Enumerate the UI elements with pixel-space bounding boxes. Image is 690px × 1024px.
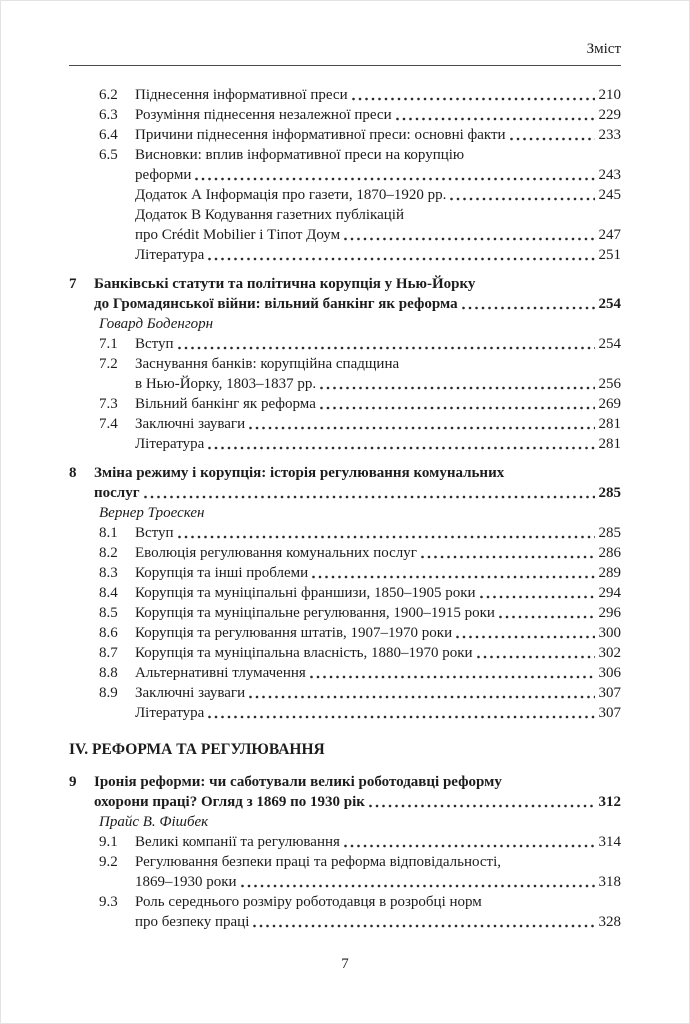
entry-page-number: 254 [598,296,621,312]
toc-entry-8.5 [69,603,621,623]
entry-text: Розуміння піднесення незалежної преси [135,107,392,123]
entry-page-number: 233 [598,127,621,143]
entry-page-number: 281 [598,436,621,452]
leader-dots [462,306,595,310]
toc-entry [69,703,621,723]
entry-number: 8.4 [99,585,118,601]
toc-line [69,792,621,812]
entry-text: 1869–1930 роки [135,874,237,890]
toc-line [99,543,621,563]
leader-dots [477,655,595,659]
toc-entry-9.3 [69,892,621,932]
entry-text: Еволюція регулювання комунальних послуг [135,545,417,561]
toc-line [135,205,621,225]
toc-entry-7.1 [69,334,621,354]
entry-page-number: 300 [598,625,621,641]
entry-text: Вільний банкінг як реформа [135,396,316,412]
entry-text: до Громадянської війни: вільний банкінг як реформа [94,296,458,312]
leader-dots [344,237,595,241]
toc-line [69,740,621,760]
entry-number: 7.1 [99,336,118,352]
entry-number: 6.5 [99,147,118,163]
entry-number: 8.6 [99,625,118,641]
toc-line [99,563,621,583]
entry-number: 8.8 [99,665,118,681]
toc-line [99,623,621,643]
entry-text: Додаток В Кодування газетних публікацій [135,207,404,223]
toc-entry-8.3 [69,563,621,583]
entry-page-number: 229 [598,107,621,123]
entry-page-number: 256 [598,376,621,392]
entry-text: Банківські статути та політична корупція у Нью-Йорку [94,276,476,292]
entry-page-number: 254 [598,336,621,352]
entry-text: Заключні зауваги [135,416,246,432]
entry-text: Заключні зауваги [135,685,246,701]
entry-text: Заснування банків: корупційна спадщина [135,356,400,372]
entry-page-number: 289 [598,565,621,581]
toc-line [99,892,621,912]
leader-dots [195,177,595,181]
leader-dots [480,595,595,599]
entry-text: Корупція та інші проблеми [135,565,309,581]
entry-number: 8.9 [99,685,118,701]
entry-text: Роль середнього розміру роботодавця в розробці норм [135,894,482,910]
entry-text: Література [135,705,205,721]
toc-entry-8.2 [69,543,621,563]
page-header-title: Зміст [586,41,621,57]
entry-text: Висновки: вплив інформативної преси на корупцію [135,147,465,163]
toc-line [99,643,621,663]
entry-number: 8 [69,465,77,481]
toc-line [135,225,621,245]
toc-line [135,434,621,454]
toc-entry-7 [69,274,621,314]
toc-line [69,772,621,792]
toc-line [69,483,621,503]
entry-text: Регулювання безпеки праці та реформа відповідальності, [135,854,502,870]
entry-page-number: 296 [598,605,621,621]
leader-dots [320,406,595,410]
leader-dots [253,924,595,928]
entry-page-number: 269 [598,396,621,412]
entry-number: 7.3 [99,396,118,412]
toc-line [99,503,621,523]
entry-page-number: 245 [598,187,621,203]
entry-text: Піднесення інформативної преси [135,87,348,103]
entry-page-number: 251 [598,247,621,263]
leader-dots [320,386,595,390]
toc-line [69,274,621,294]
entry-page-number: 247 [598,227,621,243]
entry-text: Прайс В. Фішбек [99,814,209,830]
toc-entry [69,245,621,265]
entry-text: Корупція та муніціпальна власність, 1880–1970 роки [135,645,473,661]
toc-line [99,872,621,892]
entry-text: Причини піднесення інформативної преси: основні факти [135,127,506,143]
leader-dots [178,346,595,350]
toc-entry-9 [69,772,621,812]
toc-line [99,334,621,354]
leader-dots [208,446,595,450]
toc-entry [69,185,621,205]
toc-entry-9.2 [69,852,621,892]
entry-number: 9 [69,774,77,790]
entry-text: в Нью-Йорку, 1803–1837 рр. [135,376,317,392]
toc-entry [69,740,621,760]
toc-entry-6.2 [69,85,621,105]
toc-entry-8 [69,463,621,503]
toc-line [99,165,621,185]
leader-dots [178,535,595,539]
entry-page-number: 294 [598,585,621,601]
leader-dots [499,615,595,619]
entry-text: охорони праці? Огляд з 1869 по 1930 рік [94,794,365,810]
toc-entry-8.7 [69,643,621,663]
entry-text: Вернер Троескен [99,505,205,521]
leader-dots [421,555,595,559]
toc-line [135,245,621,265]
toc-line [99,314,621,334]
entry-text: про безпеку праці [135,914,250,930]
toc-line [99,583,621,603]
leader-dots [344,844,595,848]
entry-number: 8.3 [99,565,118,581]
entry-text: Література [135,247,205,263]
entry-number: 7 [69,276,77,292]
toc-entry-6.3 [69,105,621,125]
entry-text: Говард Боденгорн [99,316,214,332]
entry-text: Альтернативні тлумачення [135,665,306,681]
entry-page-number: 285 [598,525,621,541]
entry-number: 9.3 [99,894,118,910]
toc-line [99,663,621,683]
entry-number: 6.4 [99,127,118,143]
entry-number: 8.2 [99,545,118,561]
entry-text: Іронія реформи: чи саботували великі роботодавці реформу [94,774,502,790]
leader-dots [369,804,595,808]
leader-dots [456,635,595,639]
entry-page-number: 285 [598,485,621,501]
leader-dots [312,575,595,579]
toc-entry [69,503,621,523]
toc-line [135,185,621,205]
entry-number: 8.7 [99,645,118,661]
entry-text: Література [135,436,205,452]
toc-entry-7.4 [69,414,621,434]
toc-line [99,105,621,125]
toc-line [99,125,621,145]
toc-line [99,683,621,703]
toc-line [99,812,621,832]
toc-entry-8.9 [69,683,621,703]
toc-entry-8.1 [69,523,621,543]
toc-entry-8.4 [69,583,621,603]
toc-entry-8.6 [69,623,621,643]
toc-line [135,703,621,723]
entry-page-number: 328 [598,914,621,930]
entry-text: IV. РЕФОРМА ТА РЕГУЛЮВАННЯ [69,741,325,758]
entry-text: Вступ [135,525,174,541]
entry-page-number: 210 [598,87,621,103]
leader-dots [352,97,595,101]
leader-dots [241,884,595,888]
entry-number: 9.1 [99,834,118,850]
toc-entry-6.4 [69,125,621,145]
toc-line [99,414,621,434]
toc-line [99,85,621,105]
entry-text: про Crédit Mobilier і Тіпот Доум [135,227,341,243]
toc-line [99,832,621,852]
entry-number: 7.4 [99,416,118,432]
entry-page-number: 281 [598,416,621,432]
entry-number: 6.3 [99,107,118,123]
toc-entry-8.8 [69,663,621,683]
entry-page-number: 314 [598,834,621,850]
entry-page-number: 307 [598,685,621,701]
toc-entry [69,314,621,334]
toc-line [69,294,621,314]
toc-line [99,523,621,543]
entry-page-number: 243 [598,167,621,183]
toc-line [99,354,621,374]
toc-entry-7.3 [69,394,621,414]
leader-dots [510,137,595,141]
toc-line [99,912,621,932]
page-header [69,39,621,66]
leader-dots [208,257,595,261]
entry-text: послуг [94,485,140,501]
entry-number: 7.2 [99,356,118,372]
entry-page-number: 312 [598,794,621,810]
entry-text: реформи [135,167,192,183]
leader-dots [396,117,595,121]
entry-text: Вступ [135,336,174,352]
leader-dots [208,715,595,719]
toc-entry [69,205,621,245]
page-number: 7 [341,956,349,972]
entry-text: Зміна режиму і корупція: історія регулювання комунальних [94,465,505,481]
toc-entry-7.2 [69,354,621,394]
leader-dots [310,675,595,679]
leader-dots [249,695,595,699]
leader-dots [144,495,595,499]
toc-entry [69,812,621,832]
entry-number: 9.2 [99,854,118,870]
toc-entry [69,434,621,454]
toc-entries [69,85,621,932]
toc-line [99,852,621,872]
entry-page-number: 302 [598,645,621,661]
toc-entry-9.1 [69,832,621,852]
toc-line [99,603,621,623]
toc-line [99,374,621,394]
toc-line [69,463,621,483]
toc-line [99,394,621,414]
toc-line [99,145,621,165]
entry-text: Додаток А Інформація про газети, 1870–1920 рр. [135,187,447,203]
entry-number: 8.5 [99,605,118,621]
entry-page-number: 318 [598,874,621,890]
leader-dots [249,426,595,430]
entry-number: 6.2 [99,87,118,103]
entry-text: Корупція та муніціпальні франшизи, 1850–1905 роки [135,585,476,601]
leader-dots [450,197,595,201]
entry-page-number: 306 [598,665,621,681]
entry-page-number: 307 [598,705,621,721]
toc-entry-6.5 [69,145,621,185]
entry-page-number: 286 [598,545,621,561]
entry-text: Великі компанії та регулювання [135,834,340,850]
entry-number: 8.1 [99,525,118,541]
entry-text: Корупція та регулювання штатів, 1907–1970 роки [135,625,453,641]
entry-text: Корупція та муніціпальне регулювання, 1900–1915 роки [135,605,495,621]
toc-content [1,1,689,932]
